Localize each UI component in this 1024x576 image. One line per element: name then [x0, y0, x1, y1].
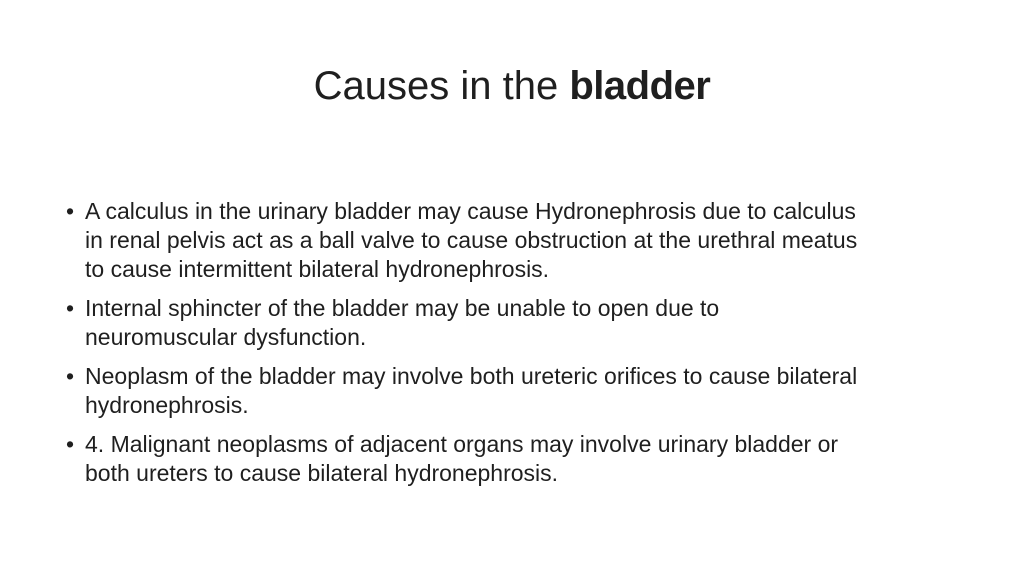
bullet-item	[66, 362, 866, 420]
bullet-item	[66, 294, 866, 352]
bullet-item	[66, 430, 866, 488]
bullet-list	[66, 197, 866, 498]
title-text: Causes in the	[313, 64, 570, 108]
title-emphasis: bladder	[569, 64, 711, 108]
bullet-text: Neoplasm of the bladder may involve both ureteric orifices to cause bilateral hydronephrosis.	[85, 363, 858, 418]
bullet-dot-icon: •	[66, 363, 75, 389]
bullet-text: A calculus in the urinary bladder may cause Hydronephrosis due to calculus in renal pelvis act as a ball valve to cause obstruction at the urethral meatus to cause intermittent bilateral hydronephrosis.	[85, 198, 858, 282]
slide-title	[0, 58, 1024, 114]
bullet-text: Internal sphincter of the bladder may be unable to open due to neuromuscular dysfunction.	[85, 295, 720, 350]
bullet-item	[66, 197, 866, 284]
bullet-dot-icon: •	[66, 295, 75, 321]
bullet-dot-icon: •	[66, 198, 75, 224]
bullet-dot-icon: •	[66, 431, 75, 457]
bullet-text: 4. Malignant neoplasms of adjacent organs may involve urinary bladder or both ureters to cause bilateral hydronephrosis.	[85, 431, 839, 486]
